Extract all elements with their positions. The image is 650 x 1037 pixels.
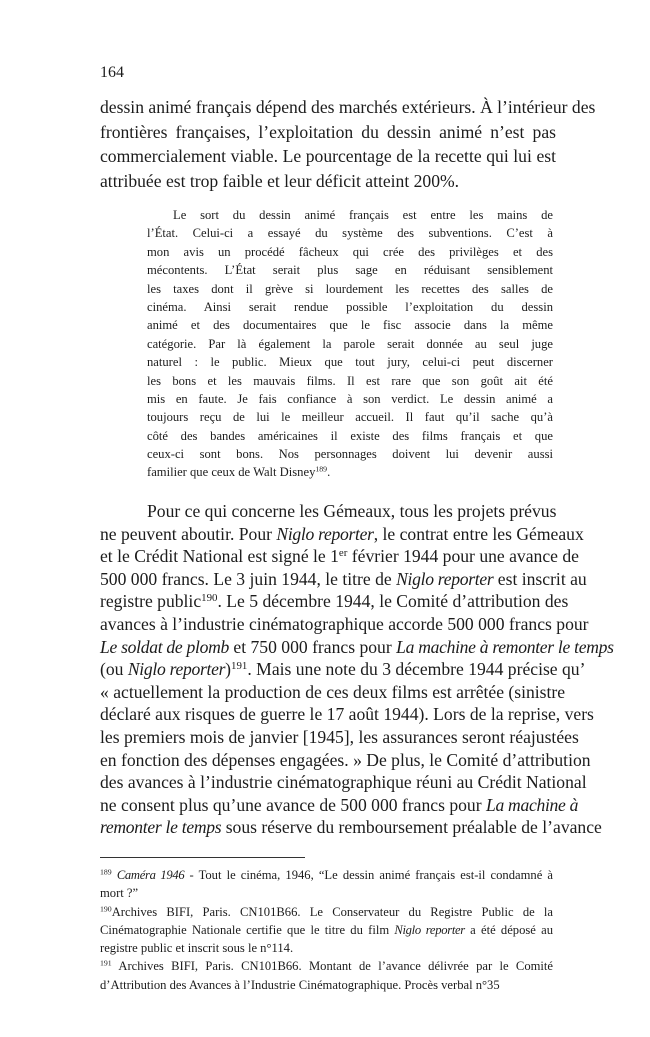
text-line	[147, 206, 553, 224]
footnote-ref: 191	[231, 660, 248, 673]
footnote-ref: 189	[100, 867, 112, 877]
text-line	[147, 463, 553, 481]
text-run: en fonction des dépenses engagées. » De plus, le Comité d’attribution	[100, 749, 591, 770]
text-run: registre public et inscrit sous le n°114.	[100, 941, 294, 956]
text-run: « actuellement la production de ces deux films est arrêtée (sinistre	[100, 681, 566, 702]
text-run: familier que ceux de Walt Disney	[147, 465, 316, 480]
italic-title: La machine à	[485, 794, 579, 815]
text-run: et 750 000 francs pour	[229, 636, 397, 657]
text-line	[147, 298, 553, 316]
footnote-ref: er	[338, 547, 348, 560]
text-run: Pour ce qui concerne les Gémeaux, tous les projets prévus	[147, 501, 557, 521]
text-line	[147, 427, 553, 445]
text-run: naturel : le public. Mieux que tout jury, celui-ci peut discerner	[147, 355, 553, 370]
text-line	[100, 957, 553, 975]
text-line	[100, 921, 553, 939]
text-line	[100, 976, 553, 994]
text-run: , le contrat entre les Gémeaux	[373, 523, 584, 544]
text-line	[100, 794, 579, 817]
italic-title: remonter le temps	[100, 817, 222, 838]
text-line	[100, 681, 566, 704]
text-run: côté des bandes américaines il existe des films français et que	[147, 428, 553, 443]
block-quote	[147, 206, 553, 482]
text-run: commercialement viable. Le pourcentage de la recette qui lui est	[100, 146, 556, 166]
text-run: ne peuvent aboutir. Pour	[100, 523, 277, 544]
text-run: ceux-ci sont bons. Nos personnages doivent lui devenir aussi	[147, 447, 553, 462]
text-run: Archives BIFI, Paris. CN101B66. Montant de l’avance délivrée par le Comité	[111, 959, 553, 974]
text-run: est inscrit au	[493, 568, 587, 589]
text-line	[147, 243, 553, 261]
footnotes	[100, 866, 553, 994]
italic-title: La machine à remonter le temps	[396, 636, 614, 657]
text-line	[100, 703, 594, 726]
text-run: février 1944 pour une avance de	[347, 546, 579, 567]
italic-title: Caméra 1946	[116, 868, 185, 882]
page-number: 164	[100, 64, 124, 81]
text-line	[147, 445, 553, 463]
text-run: attribuée est trop faible et leur déficit atteint 200%.	[100, 170, 460, 191]
text-line	[100, 568, 587, 591]
text-line	[100, 658, 586, 681]
text-run: d’Attribution des Avances à l’Industrie Cinématographique. Procès verbal n°35	[100, 977, 500, 992]
text-run: et le Crédit National est signé le 1	[100, 546, 339, 567]
text-run: )	[225, 659, 232, 680]
text-run: les bons et les mauvais films. Il est rare que son goût ait été	[147, 373, 553, 388]
text-run: mon avis un procédé fâcheux qui crée des privilèges et des	[147, 244, 553, 259]
text-line	[100, 95, 596, 120]
footnote-separator	[100, 857, 305, 858]
text-run: cinéma. Ainsi serait rendue possible l’exploitation du dessin	[147, 299, 553, 314]
text-line	[100, 903, 553, 921]
text-run: a été déposé au	[464, 922, 553, 937]
text-run: l’État. Celui-ci a essayé du système des subventions. C’est à	[147, 226, 553, 241]
text-line	[100, 500, 556, 523]
text-line	[100, 523, 584, 546]
footnote-ref: 190	[201, 592, 218, 605]
italic-title: Niglo reporter	[394, 922, 465, 937]
italic-title: Niglo reporter	[276, 523, 374, 544]
text-line	[100, 545, 579, 568]
text-run: des avances à l’industrie cinématographique réuni au Crédit National	[100, 772, 587, 793]
text-run: (ou	[100, 659, 128, 680]
text-line	[100, 771, 587, 794]
text-run: - Tout le cinéma, 1946, “Le dessin animé français est-il condamné à	[184, 868, 553, 882]
footnote-ref: 191	[100, 959, 112, 969]
text-line	[100, 749, 591, 772]
text-line	[147, 390, 553, 408]
text-line	[147, 372, 553, 390]
text-run: frontières françaises, l’exploitation du dessin animé n’est pas	[100, 121, 556, 142]
text-run: les taxes dont il grève si lourdement les recettes des salles de	[147, 281, 553, 296]
text-run: toujours reçu de lui le meilleur accueil. Il faut qu’il sache qu’à	[147, 410, 553, 425]
text-line	[147, 335, 553, 353]
body-paragraph-2	[100, 500, 614, 839]
body-paragraph-1	[100, 95, 596, 193]
text-run: avances à l’industrie cinématographique accorde 500 000 francs pour	[100, 613, 589, 634]
italic-title: Niglo reporter	[396, 568, 494, 589]
text-line	[100, 884, 553, 902]
text-line	[100, 144, 556, 169]
text-line	[147, 280, 553, 298]
text-line	[100, 613, 589, 636]
text-line	[147, 316, 553, 334]
text-line	[147, 353, 553, 371]
text-line	[100, 866, 553, 884]
text-line	[100, 169, 556, 194]
text-run: mis en faute. Je fais confiance à son verdict. Le dessin animé a	[147, 391, 553, 406]
text-run: Le sort du dessin animé français est entre les mains de	[173, 208, 553, 222]
text-run: .	[327, 465, 331, 480]
text-run: . Le 5 décembre 1944, le Comité d’attribution des	[217, 591, 569, 612]
text-run: . Mais une note du 3 décembre 1944 précise qu’	[247, 659, 586, 680]
text-line	[100, 816, 602, 839]
footnote-ref: 189	[315, 465, 328, 475]
text-line	[147, 261, 553, 279]
italic-title: Niglo reporter	[127, 659, 226, 680]
text-line	[100, 636, 614, 659]
text-line	[147, 408, 553, 426]
text-line	[100, 939, 553, 957]
text-run: Archives BIFI, Paris. CN101B66. Le Conservateur du Registre Public de la	[111, 904, 553, 919]
text-line	[100, 726, 579, 749]
text-run: les premiers mois de janvier [1945], les assurances seront réajustées	[100, 726, 579, 747]
text-run: animé et des documentaires que le fisc associe dans la même	[147, 318, 553, 333]
italic-title: Le soldat de plomb	[100, 636, 229, 657]
text-run: mécontents. L’État serait plus sage en réduisant sensiblement	[147, 263, 553, 278]
text-run: sous réserve du remboursement préalable de l’avance	[221, 817, 602, 838]
text-line	[100, 590, 569, 613]
footnote-ref: 190	[100, 904, 112, 914]
text-run: catégorie. Par là également la parole serait donnée au seul juge	[147, 336, 553, 351]
text-line	[147, 224, 553, 242]
text-run: 500 000 francs. Le 3 juin 1944, le titre de	[100, 568, 397, 589]
text-run: dessin animé français dépend des marchés extérieurs. À l’intérieur des	[100, 97, 596, 117]
text-run: mort ?”	[100, 886, 139, 901]
text-run: Cinématographie Nationale certifie que le titre du film	[100, 922, 395, 937]
text-run: registre public	[100, 591, 202, 612]
text-run: déclaré aux risques de guerre le 17 août 1944). Lors de la reprise, vers	[100, 704, 594, 725]
text-run: ne consent plus qu’une avance de 500 000 francs pour	[100, 794, 486, 815]
text-line	[100, 120, 556, 145]
